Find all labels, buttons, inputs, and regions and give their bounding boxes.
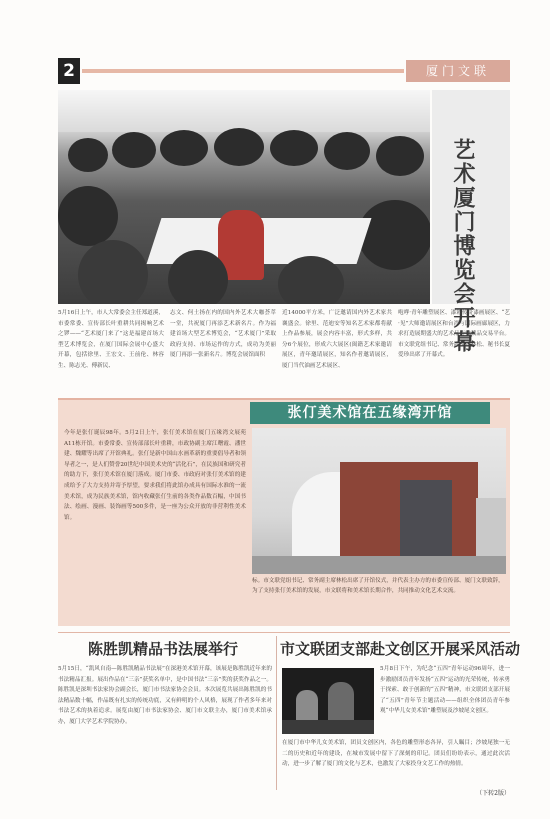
page-header — [58, 58, 510, 84]
bottom-separator — [58, 632, 510, 633]
section-tag: 厦门文联 — [406, 60, 510, 82]
feature-column-1: 5月16日上午，市人大常委会主任郑道溪，市委常委、宣传部长叶重耕共同揭响艺术之锣——“艺术厦门来了”这是福建首场大型艺术博览会，在厦门国际会展中心盛大开幕，包括徐里、王宏文、王前伦、林容生、陈志光、傅新民、 — [58, 310, 164, 369]
youth-article-body: 在厦门市中华儿女美术馆，团员文创区内，各色的雕塑形态各异，引人瞩目；沙坡尾独一无二的历史和近年的建设，在城市发展中留下了深刻的印记。团员们纷纷表示，通过此次活动，进一步了解了厦门的文化与艺术，也激发了大家投身文艺工作的热情。 — [282, 740, 510, 768]
sculpture-visit-photo — [282, 668, 374, 734]
youth-article-title: 市文联团支部赴文创区开展采风活动 — [280, 640, 521, 658]
header-rule — [82, 69, 404, 73]
page-number: 2 — [58, 58, 80, 84]
calligraphy-article-body: 5月15日，“凯风自南—陈胜凯精品书法展”在深港美术馆开幕，该展是陈胜凯近年来的书法精品汇报。展出作品在“三亲”获奖名单中，是中国书法“三亲”奖的获奖作品之一。陈胜凯是深圳书法家协会副会长，厦门市书法家协会会员。本次展览共展出陈胜凯的书法精品数十幅，作品既有扎实的传统功底，又有鲜明的个人风格，展现了作者多年来对书法艺术的执着追求。展览由厦门市书法家协会、厦门市文联主办，厦门市美术馆承办，厦门大学艺术学院协办。 — [58, 666, 272, 725]
feature-column-3: 近14000平方米，广泛邀请国内外艺术家共襄盛会。徐里、范迪安等知名艺术家都将献上作品参展，展会内容丰富，形式多样，共分6个展位，形成六大展区(闽籍艺术家邀请展区，青年邀请展区，知名作者邀请展区，厦门当代油画艺术展区、 — [282, 310, 392, 369]
museum-article-tail: 标。市文联党组书记、常务副主席林松出席了开馆仪式，并代表主办方的市委宣传部、厦门文联致辞，为了支持张仃美术馆的发展，市文联将和美术馆长期合作，共同推动文化艺术交流。 — [252, 578, 504, 594]
feature-column-4: 咆哮·青年雕塑展区、漆彩传奇漆画展区、“艺·见”大师邀请展区和台湾与国际画廊展区，力求打造展期盛大的艺术品与收藏品交易平台。市文联党组书记、常务副主席林松、秘书长夏爱珍出席了开幕式。 — [398, 310, 510, 359]
feature-column-2: 志文、何土扬在内的国内外艺术大咖荟萃一堂，共祝厦门再添艺术新名片。作为福建首场大型艺术博览会，“艺术厦门”采取政府支持、市场运作的方式，成功为美丽厦门再添一张新名片。博览会展馆面积 — [170, 310, 276, 359]
museum-building-photo — [252, 428, 506, 574]
youth-article-body-right: 5月8日下午，为纪念“五四”青年运动96周年，进一步激励团员青年发扬“五四”运动的光荣传统，传承勇于探索、敢于创新的“五四”精神，市文联团支部开展了“五四”青年节主题活动——组织全体团员青年参观“中华儿女美术馆”雕塑展及沙坡尾文创区。 — [380, 666, 510, 715]
column-divider — [276, 636, 277, 790]
expo-opening-photo — [58, 90, 430, 304]
museum-article-title: 张仃美术馆在五缘湾开馆 — [250, 402, 490, 424]
continued-note: （下转2版） — [476, 790, 510, 797]
calligraphy-article-title: 陈胜凯精品书法展举行 — [88, 640, 239, 658]
museum-article-body: 今年是张仃诞辰98年。5月2日上午，张仃美术馆在厦门五缘湾文展苑A11栋开馆。市委常委、宣传部部长叶重耕，市政协副主席江曙霞、潘世建、魏耀等出席了开馆典礼。张仃是新中国山水画革新的重要倡导者和领导者之一，是人们赞誉20世纪中国美术史的“活化石”，在民族国和研究者的助力下，张仃美术馆在厦门落成。厦门市委、市政府对张仃美术馆的建成给予了大力支持并寄予厚望，要求我们将此馆办成具有国际水准的一流美术馆，成为民族美术馆，馆内收藏张仃生前的各类作品数百幅，中国书法、绘画、漫画、装饰画等500多件，是一座为公众开放的非营利性美术馆。 — [64, 430, 246, 521]
feature-title: 艺术厦门博览会开幕 — [450, 138, 476, 354]
